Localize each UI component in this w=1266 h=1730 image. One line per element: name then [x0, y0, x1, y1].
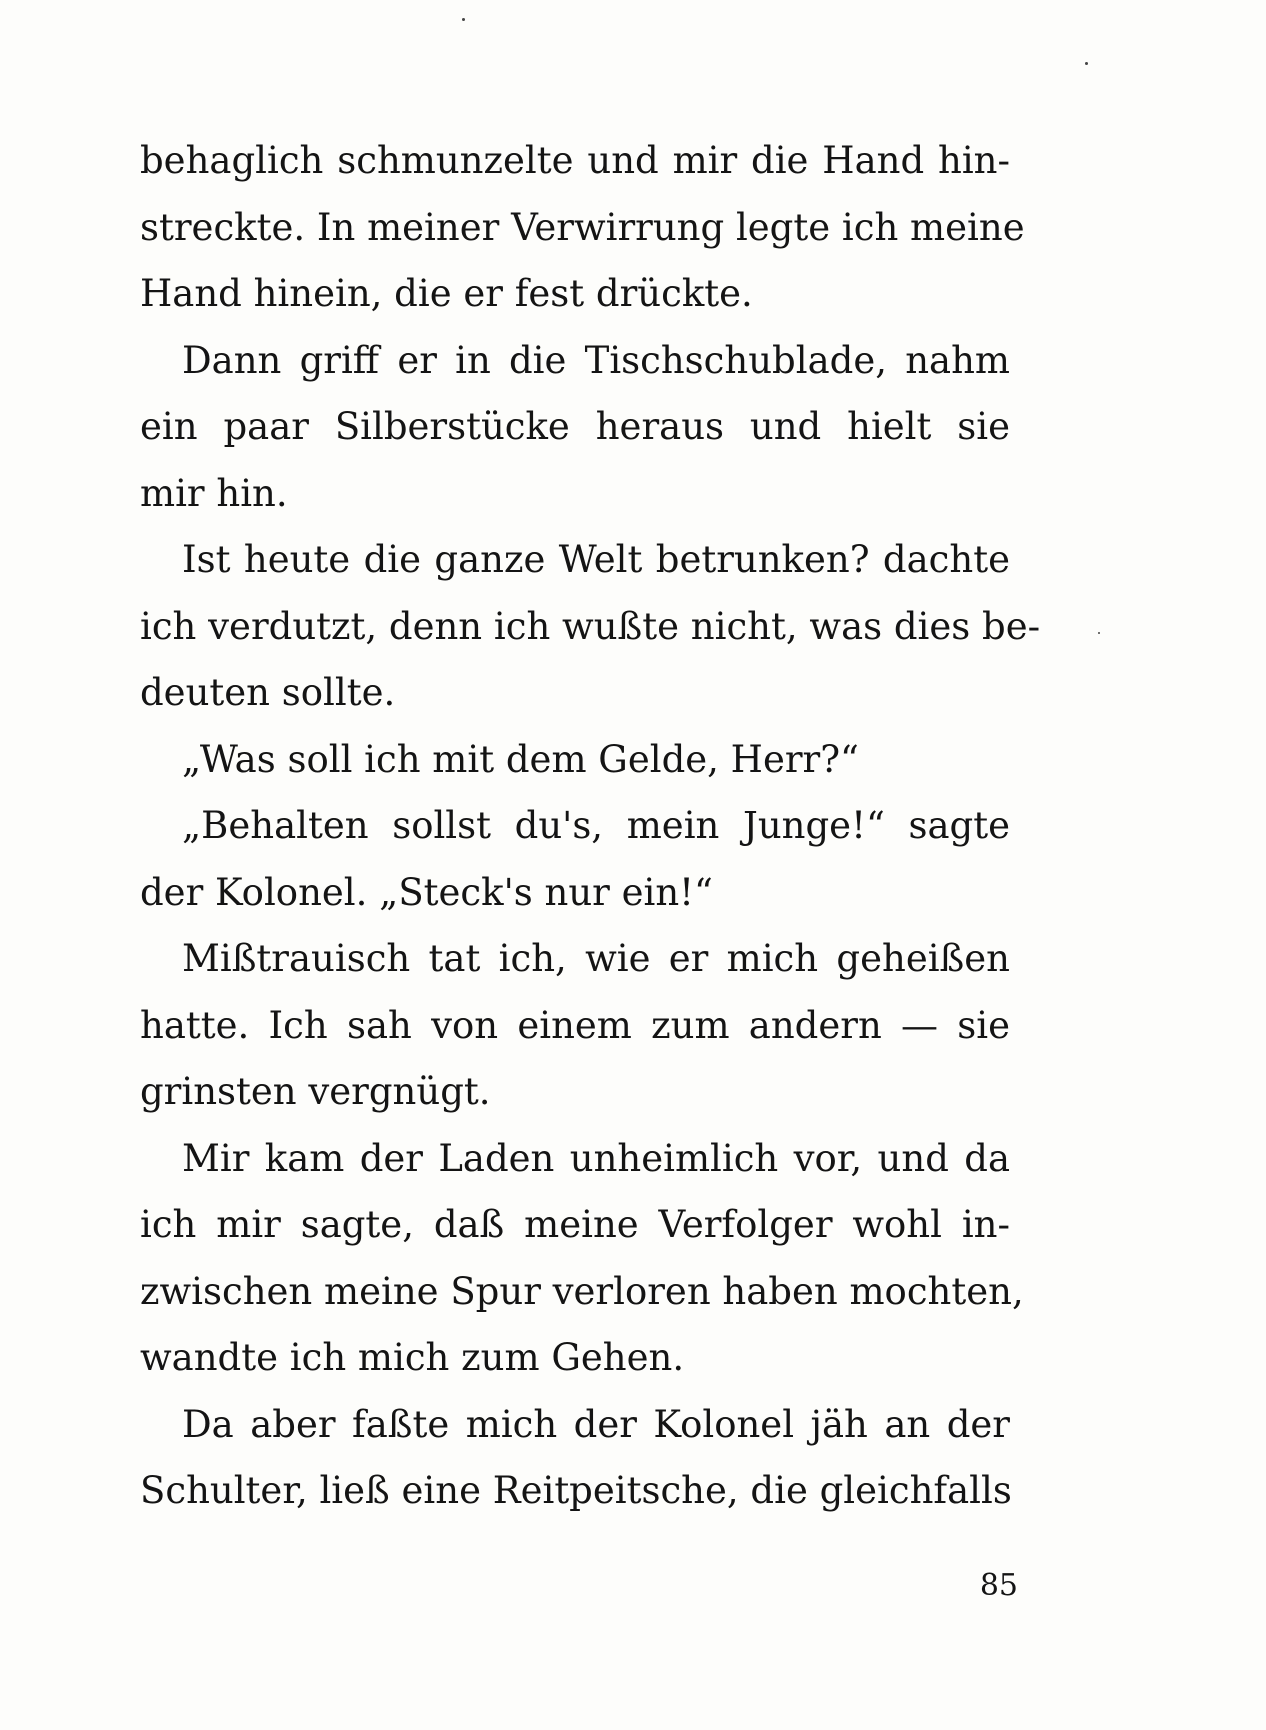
text-line: hatte. Ich sah von einem zum andern — sie	[140, 1003, 1010, 1047]
text-line: ich verdutzt, denn ich wußte nicht, was dies be-	[140, 604, 1041, 648]
text-line: Ist heute die ganze Welt betrunken? dachte	[182, 538, 1010, 581]
ink-speck	[1085, 62, 1088, 65]
text-line: Mißtrauisch tat ich, wie er mich geheißen	[182, 937, 1010, 980]
text-line: „Behalten sollst du's, mein Junge!“ sagte	[182, 804, 1010, 847]
text-line: deuten sollte.	[140, 671, 396, 714]
text-line: Schulter, ließ eine Reitpeitsche, die gleichfalls	[140, 1469, 1012, 1512]
text-line: grinsten vergnügt.	[140, 1070, 491, 1113]
text-line: ich mir sagte, daß meine Verfolger wohl in-	[140, 1203, 1010, 1246]
text-line: behaglich schmunzelte und mir die Hand hin-	[140, 139, 1010, 182]
text-line: „Was soll ich mit dem Gelde, Herr?“	[182, 737, 859, 781]
text-line: Mir kam der Laden unheimlich vor, und da	[182, 1136, 1010, 1180]
body-text	[140, 128, 1041, 1525]
text-line: ein paar Silberstücke heraus und hielt sie	[140, 405, 1010, 448]
text-line: Dann griff er in die Tischschublade, nahm	[182, 338, 1010, 382]
text-line: der Kolonel. „Steck's nur ein!“	[140, 870, 713, 914]
text-line: wandte ich mich zum Gehen.	[140, 1336, 685, 1379]
text-line: zwischen meine Spur verloren haben mochten,	[140, 1269, 1024, 1313]
text-line: Da aber faßte mich der Kolonel jäh an der	[182, 1402, 1010, 1446]
ink-speck	[462, 18, 465, 21]
text-line: Hand hinein, die er fest drückte.	[140, 272, 753, 315]
text-line: mir hin.	[140, 471, 288, 515]
page-number: 85	[979, 1568, 1018, 1603]
text-line: streckte. In meiner Verwirrung legte ich meine	[140, 205, 1025, 249]
ink-speck	[1098, 632, 1100, 634]
